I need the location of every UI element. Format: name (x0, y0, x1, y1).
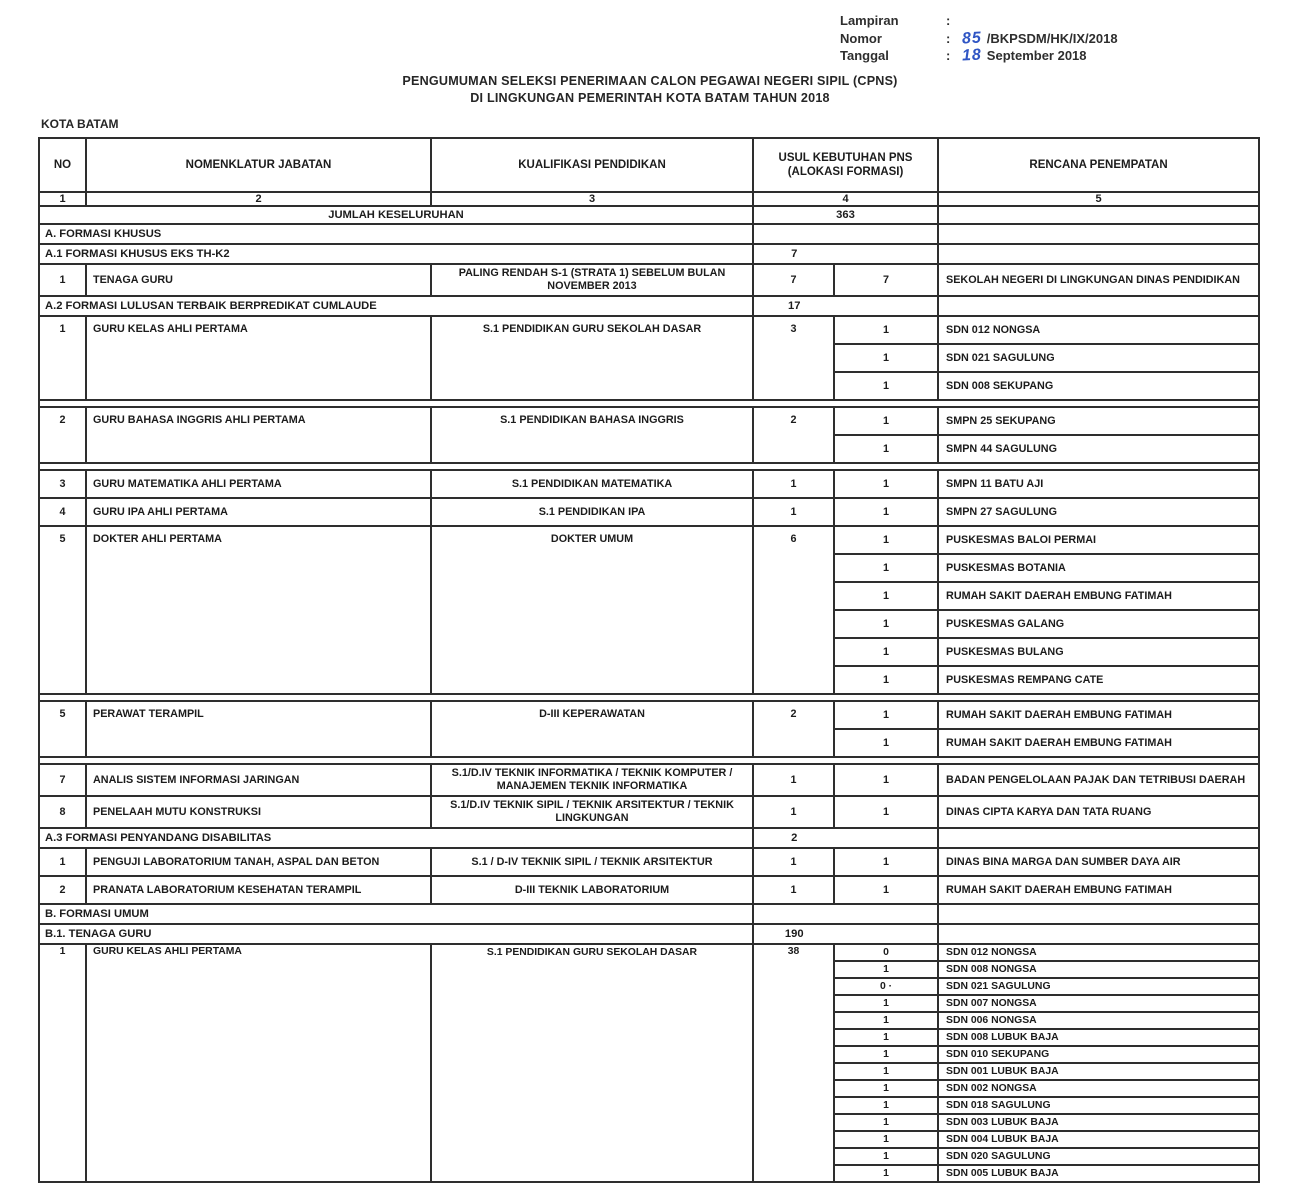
job-row (39, 701, 1259, 729)
header-penempatan: RENCANA PENEMPATAN (938, 138, 1259, 192)
cell-jabatan: PENGUJI LABORATORIUM TANAH, ASPAL DAN BETON (86, 848, 431, 876)
cell-no: 1 (39, 264, 86, 296)
cell-jabatan: GURU KELAS AHLI PERTAMA (86, 316, 431, 400)
cell-penempatan: PUSKESMAS REMPANG CATE (938, 666, 1259, 694)
section-label: B.1. TENAGA GURU (39, 924, 753, 944)
cell-total: 3 (753, 316, 834, 400)
column-number: 1 (39, 192, 86, 206)
nomor-label: Nomor (840, 30, 882, 46)
cell-no: 1 (39, 944, 86, 1182)
cell-total: 6 (753, 526, 834, 694)
section-row (39, 924, 1259, 944)
letterhead-nomor (840, 30, 1118, 48)
cell-alokasi: 1 (834, 1012, 938, 1029)
cell-penempatan: SDN 005 LUBUK BAJA (938, 1165, 1259, 1182)
cell-penempatan: SDN 012 NONGSA (938, 316, 1259, 344)
grand-total-label: JUMLAH KESELURUHAN (39, 206, 753, 224)
cell-penempatan: RUMAH SAKIT DAERAH EMBUNG FATIMAH (938, 582, 1259, 610)
spacer-cell (39, 694, 1259, 701)
job-row (39, 407, 1259, 435)
cell-no: 2 (39, 407, 86, 463)
job-row (39, 848, 1259, 876)
cell-penempatan: SDN 002 NONGSA (938, 1080, 1259, 1097)
nomor-handwritten-number: 85 (961, 28, 983, 48)
formation-table-wrapper (38, 137, 1260, 1183)
cell-penempatan: PUSKESMAS GALANG (938, 610, 1259, 638)
document-title (0, 73, 1300, 107)
cell-no: 7 (39, 764, 86, 796)
cell-kualifikasi: S.1 PENDIDIKAN BAHASA INGGRIS (431, 407, 753, 463)
cell-penempatan: SDN 008 SEKUPANG (938, 372, 1259, 400)
cell-kualifikasi: S.1/D.IV TEKNIK INFORMATIKA / TEKNIK KOMPUTER / MANAJEMEN TEKNIK INFORMATIKA (431, 764, 753, 796)
cell-alokasi: 1 (834, 526, 938, 554)
spacer-row (39, 694, 1259, 701)
cell-alokasi: 1 (834, 1063, 938, 1080)
title-line2: DI LINGKUNGAN PEMERINTAH KOTA BATAM TAHUN 2018 (470, 91, 830, 105)
cell-kualifikasi: PALING RENDAH S-1 (STRATA 1) SEBELUM BULAN NOVEMBER 2013 (431, 264, 753, 296)
column-number: 4 (753, 192, 938, 206)
cell-no: 3 (39, 470, 86, 498)
cell-penempatan: RUMAH SAKIT DAERAH EMBUNG FATIMAH (938, 876, 1259, 904)
tanggal-handwritten-number: 18 (961, 46, 983, 65)
section-total: 17 (788, 300, 801, 312)
empty-cell (938, 904, 1259, 924)
section-label: A. FORMASI KHUSUS (39, 224, 753, 244)
cell-alokasi: 1 (834, 582, 938, 610)
grand-total-row (39, 206, 1259, 224)
cell-penempatan: DINAS CIPTA KARYA DAN TATA RUANG (938, 796, 1259, 828)
cell-penempatan: PUSKESMAS BALOI PERMAI (938, 526, 1259, 554)
cell-alokasi: 1 (834, 1097, 938, 1114)
cell-penempatan: SMPN 44 SAGULUNG (938, 435, 1259, 463)
cell-penempatan: DINAS BINA MARGA DAN SUMBER DAYA AIR (938, 848, 1259, 876)
letterhead (840, 12, 1118, 65)
header-usul: USUL KEBUTUHAN PNS (ALOKASI FORMASI) (753, 138, 938, 192)
cell-alokasi: 1 (834, 610, 938, 638)
section-total-cell (753, 904, 938, 924)
job-row (39, 264, 1259, 296)
region-label: KOTA BATAM (41, 117, 119, 131)
cell-jabatan: PRANATA LABORATORIUM KESEHATAN TERAMPIL (86, 876, 431, 904)
cell-penempatan: SDN 008 LUBUK BAJA (938, 1029, 1259, 1046)
cell-kualifikasi: DOKTER UMUM (431, 526, 753, 694)
header-kualifikasi: KUALIFIKASI PENDIDIKAN (431, 138, 753, 192)
formation-table (38, 137, 1260, 1183)
section-row (39, 224, 1259, 244)
cell-alokasi: 0 · (834, 978, 938, 995)
section-label: A.1 FORMASI KHUSUS EKS TH-K2 (39, 244, 753, 264)
empty-cell (938, 296, 1259, 316)
cell-alokasi: 1 (834, 316, 938, 344)
cell-penempatan: SDN 008 NONGSA (938, 961, 1259, 978)
cell-alokasi: 1 (834, 344, 938, 372)
cell-penempatan: PUSKESMAS BOTANIA (938, 554, 1259, 582)
cell-kualifikasi: S.1 PENDIDIKAN GURU SEKOLAH DASAR (431, 316, 753, 400)
section-row (39, 904, 1259, 924)
cell-penempatan: SDN 007 NONGSA (938, 995, 1259, 1012)
cell-total: 2 (753, 701, 834, 757)
cell-alokasi: 1 (834, 764, 938, 796)
cell-total: 1 (753, 876, 834, 904)
cell-alokasi: 1 (834, 407, 938, 435)
cell-penempatan: SDN 006 NONGSA (938, 1012, 1259, 1029)
cell-penempatan: SEKOLAH NEGERI DI LINGKUNGAN DINAS PENDIDIKAN (938, 264, 1259, 296)
cell-kualifikasi: S.1/D.IV TEKNIK SIPIL / TEKNIK ARSITEKTUR / TEKNIK LINGKUNGAN (431, 796, 753, 828)
cell-alokasi: 7 (834, 264, 938, 296)
cell-kualifikasi: S.1 PENDIDIKAN IPA (431, 498, 753, 526)
cell-alokasi: 1 (834, 554, 938, 582)
cell-alokasi: 1 (834, 1148, 938, 1165)
cell-penempatan: SDN 004 LUBUK BAJA (938, 1131, 1259, 1148)
spacer-row (39, 757, 1259, 764)
cell-jabatan: GURU KELAS AHLI PERTAMA (86, 944, 431, 1182)
column-number: 5 (938, 192, 1259, 206)
cell-kualifikasi: S.1 PENDIDIKAN MATEMATIKA (431, 470, 753, 498)
cell-total: 7 (753, 264, 834, 296)
cell-penempatan: RUMAH SAKIT DAERAH EMBUNG FATIMAH (938, 701, 1259, 729)
cell-jabatan: PENELAAH MUTU KONSTRUKSI (86, 796, 431, 828)
cell-penempatan: SDN 020 SAGULUNG (938, 1148, 1259, 1165)
section-label: A.3 FORMASI PENYANDANG DISABILITAS (39, 828, 753, 848)
cell-no: 1 (39, 316, 86, 400)
cell-jabatan: GURU BAHASA INGGRIS AHLI PERTAMA (86, 407, 431, 463)
cell-no: 1 (39, 848, 86, 876)
cell-alokasi: 1 (834, 666, 938, 694)
cell-alokasi: 1 (834, 470, 938, 498)
cell-penempatan: BADAN PENGELOLAAN PAJAK DAN TETRIBUSI DAERAH (938, 764, 1259, 796)
cell-alokasi: 1 (834, 498, 938, 526)
cell-penempatan: SDN 021 SAGULUNG (938, 344, 1259, 372)
title-line1: PENGUMUMAN SELEKSI PENERIMAAN CALON PEGAWAI NEGERI SIPIL (CPNS) (402, 74, 898, 88)
grand-total-value: 363 (753, 206, 938, 224)
cell-alokasi: 1 (834, 638, 938, 666)
cell-alokasi: 1 (834, 435, 938, 463)
job-row (39, 944, 1259, 961)
cell-penempatan: SDN 003 LUBUK BAJA (938, 1114, 1259, 1131)
cell-penempatan: SDN 001 LUBUK BAJA (938, 1063, 1259, 1080)
spacer-cell (39, 757, 1259, 764)
section-row (39, 244, 1259, 264)
header-no: NO (39, 138, 86, 192)
cell-alokasi: 1 (834, 876, 938, 904)
section-total: 7 (791, 248, 798, 260)
nomor-colon: : (946, 30, 951, 46)
cell-total: 1 (753, 470, 834, 498)
cell-no: 2 (39, 876, 86, 904)
cell-jabatan: TENAGA GURU (86, 264, 431, 296)
cell-alokasi: 1 (834, 1165, 938, 1182)
section-label: A.2 FORMASI LULUSAN TERBAIK BERPREDIKAT CUMLAUDE (39, 296, 753, 316)
cell-alokasi: 1 (834, 729, 938, 757)
spacer-cell (39, 400, 1259, 407)
cell-penempatan: SDN 010 SEKUPANG (938, 1046, 1259, 1063)
nomor-value: /BKPSDM/HK/IX/2018 (986, 30, 1118, 46)
cell-jabatan: ANALIS SISTEM INFORMASI JARINGAN (86, 764, 431, 796)
section-total-cell (753, 224, 938, 244)
job-row (39, 470, 1259, 498)
empty-cell (938, 206, 1259, 224)
cell-alokasi: 1 (834, 848, 938, 876)
section-row (39, 296, 1259, 316)
cell-alokasi: 1 (834, 372, 938, 400)
section-total-cell (753, 828, 938, 848)
cell-penempatan: SMPN 25 SEKUPANG (938, 407, 1259, 435)
job-row (39, 316, 1259, 344)
tanggal-value: September 2018 (986, 48, 1087, 63)
cell-no: 8 (39, 796, 86, 828)
cell-kualifikasi: S.1 PENDIDIKAN GURU SEKOLAH DASAR (431, 944, 753, 1182)
cell-penempatan: SMPN 11 BATU AJI (938, 470, 1259, 498)
cell-alokasi: 1 (834, 1029, 938, 1046)
header-jabatan: NOMENKLATUR JABATAN (86, 138, 431, 192)
cell-total: 38 (753, 944, 834, 1182)
job-row (39, 876, 1259, 904)
column-number: 2 (86, 192, 431, 206)
cell-penempatan: SMPN 27 SAGULUNG (938, 498, 1259, 526)
cell-alokasi: 0 (834, 944, 938, 961)
cell-total: 1 (753, 848, 834, 876)
empty-cell (938, 924, 1259, 944)
cell-jabatan: GURU IPA AHLI PERTAMA (86, 498, 431, 526)
job-row (39, 526, 1259, 554)
cell-alokasi: 1 (834, 1114, 938, 1131)
section-label: B. FORMASI UMUM (39, 904, 753, 924)
section-total-cell (753, 924, 938, 944)
cell-total: 1 (753, 764, 834, 796)
table-body (39, 224, 1259, 1182)
cell-penempatan: SDN 012 NONGSA (938, 944, 1259, 961)
cell-alokasi: 1 (834, 1080, 938, 1097)
letterhead-tanggal (840, 47, 1118, 65)
cell-alokasi: 1 (834, 1131, 938, 1148)
cell-kualifikasi: D-III TEKNIK LABORATORIUM (431, 876, 753, 904)
spacer-row (39, 463, 1259, 470)
spacer-cell (39, 463, 1259, 470)
job-row (39, 796, 1259, 828)
cell-alokasi: 1 (834, 701, 938, 729)
spacer-row (39, 400, 1259, 407)
column-number: 3 (431, 192, 753, 206)
cell-no: 5 (39, 526, 86, 694)
cell-alokasi: 1 (834, 995, 938, 1012)
empty-cell (938, 828, 1259, 848)
cell-penempatan: RUMAH SAKIT DAERAH EMBUNG FATIMAH (938, 729, 1259, 757)
empty-cell (938, 244, 1259, 264)
cell-jabatan: DOKTER AHLI PERTAMA (86, 526, 431, 694)
lampiran-colon: : (946, 13, 951, 28)
job-row (39, 764, 1259, 796)
empty-cell (938, 224, 1259, 244)
cell-kualifikasi: S.1 / D-IV TEKNIK SIPIL / TEKNIK ARSITEKTUR (431, 848, 753, 876)
table-header-row (39, 138, 1259, 192)
cell-penempatan: SDN 018 SAGULUNG (938, 1097, 1259, 1114)
cell-total: 1 (753, 498, 834, 526)
letterhead-lampiran (840, 12, 1118, 30)
cell-alokasi: 1 (834, 796, 938, 828)
section-total: 190 (784, 928, 804, 940)
job-row (39, 498, 1259, 526)
cell-total: 2 (753, 407, 834, 463)
cell-total: 1 (753, 796, 834, 828)
section-row (39, 828, 1259, 848)
cell-kualifikasi: D-III KEPERAWATAN (431, 701, 753, 757)
section-total-cell (753, 296, 938, 316)
tanggal-colon: : (946, 48, 951, 63)
cell-jabatan: GURU MATEMATIKA AHLI PERTAMA (86, 470, 431, 498)
cell-alokasi: 1 (834, 961, 938, 978)
cell-jabatan: PERAWAT TERAMPIL (86, 701, 431, 757)
cell-no: 5 (39, 701, 86, 757)
cell-no: 4 (39, 498, 86, 526)
cell-penempatan: PUSKESMAS BULANG (938, 638, 1259, 666)
column-number-row (39, 192, 1259, 206)
section-total-cell (753, 244, 938, 264)
cell-alokasi: 1 (834, 1046, 938, 1063)
lampiran-label: Lampiran (840, 13, 899, 28)
tanggal-label: Tanggal (840, 48, 889, 63)
section-total: 2 (791, 832, 798, 844)
cell-penempatan: SDN 021 SAGULUNG (938, 978, 1259, 995)
